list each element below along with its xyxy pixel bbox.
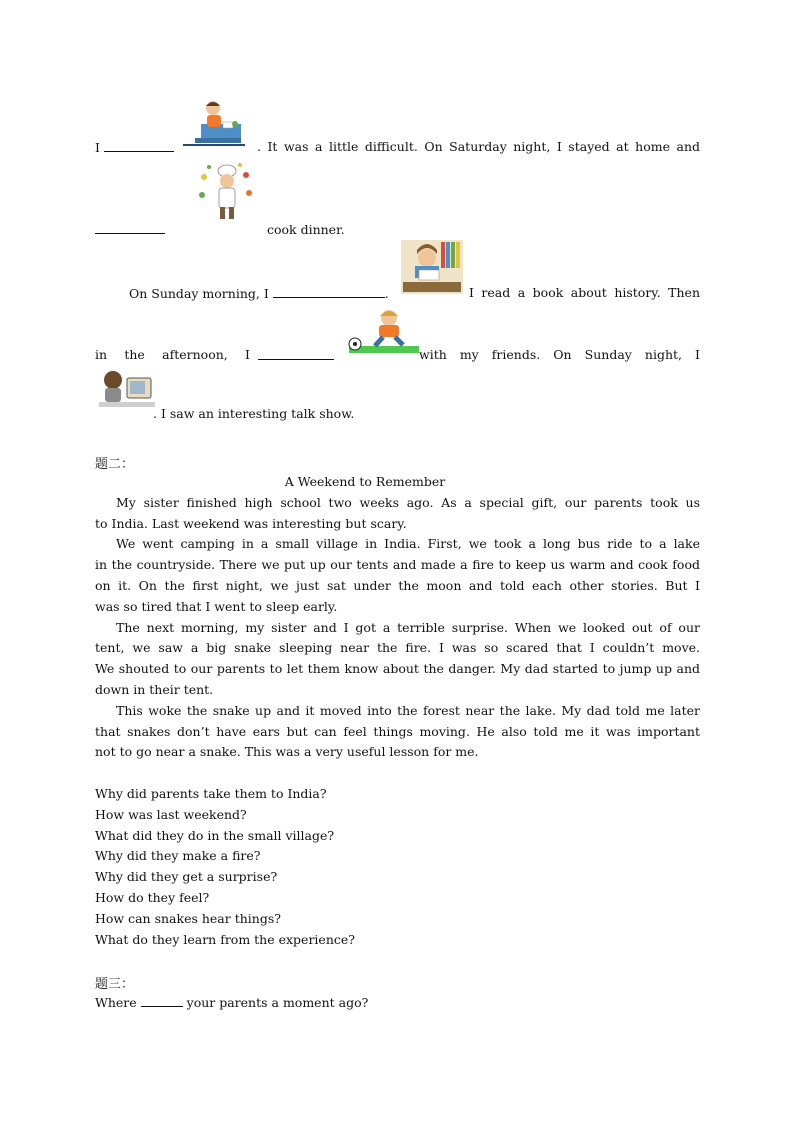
answer-blank-4[interactable] [258,347,334,360]
answer-blank-1[interactable] [104,139,174,152]
question-item: Why did they get a surprise? [95,869,278,884]
passage-line: We shouted to our parents to let them know about the danger. My dad started to jump up and [95,661,700,676]
exercise-line-3-rest: I read a book about history. Then [469,285,700,300]
exercise-line-1-rest: . It was a little difficult. On Saturday night, I stayed at home and [257,139,700,154]
question-item: How do they feel? [95,890,210,905]
answer-blank-3[interactable] [273,285,385,298]
passage-line: in the countryside. There we put up our tents and made a fire to keep us warm and cook food [95,557,700,572]
watching-tv-picture [99,368,155,410]
passage-line: not to go near a snake. This was a very useful lesson for me. [95,744,479,759]
question-item: How was last weekend? [95,807,247,822]
passage-line: to India. Last weekend was interesting but scary. [95,516,407,531]
answer-blank-5[interactable] [141,994,183,1007]
exercise-line-4-rest: with my friends. On Sunday night, I [419,347,700,362]
passage-line: My sister finished high school two weeks ago. As a special gift, our parents took us [116,495,700,510]
passage-line: The next morning, my sister and I got a terrible surprise. When we looked out of our [116,620,700,635]
exercise-line-1: I [95,139,700,156]
section-2-heading: 题二： [95,457,135,472]
question-item: Why did they make a fire? [95,848,261,863]
question-item: How can snakes hear things? [95,911,281,926]
passage-line: This woke the snake up and it moved into the forest near the lake. My dad told me later [116,703,700,718]
section-3-question: Where your parents a moment ago? [95,995,369,1010]
passage-line: on it. On the first night, we just sat under the moon and told each other stories. But I [95,578,700,593]
exercise-line-5: . I saw an interesting talk show. [153,406,355,421]
question-item: Why did parents take them to India? [95,786,327,801]
exercise-line-4: in the afternoon, I [95,347,250,362]
passage-title: A Weekend to Remember [284,474,446,489]
exercise-line-3: On Sunday morning, I . [129,286,389,301]
passage-line: was so tired that I went to sleep early. [95,599,338,614]
passage-line: We went camping in a small village in India. First, we took a long bus ride to a lake [116,536,700,551]
homework-picture [183,98,245,148]
playing-soccer-picture [345,308,419,356]
reading-picture [401,240,463,294]
question-item: What did they do in the small village? [95,828,335,843]
passage-line: down in their tent. [95,682,214,697]
cooking-picture [194,163,254,221]
answer-blank-2[interactable] [95,221,165,234]
section-3-heading: 题三： [95,977,135,992]
passage-line: tent, we saw a big snake sleeping near the fire. I was so scared that I couldn’t move. [95,640,700,655]
passage-line: that snakes don’t have ears but can feel things moving. He also told me it was important [95,724,700,739]
question-item: What do they learn from the experience? [95,932,355,947]
exercise-line-2: cook dinner. [95,221,700,238]
